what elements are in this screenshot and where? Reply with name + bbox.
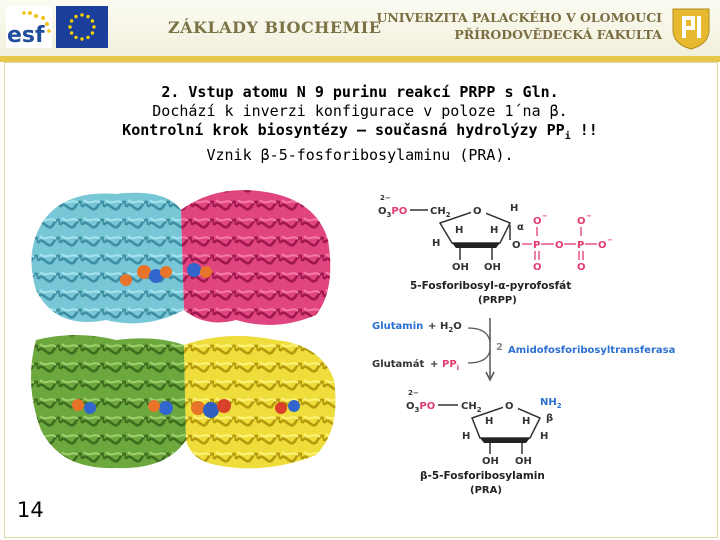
pra-charge: 2− [408,389,419,397]
heading-line-3-tail: !! [570,121,598,139]
university-name: UNIVERZITA PALACKÉHO V OLOMOUCI [376,10,662,25]
heading-line-3-text: Kontrolní krok biosyntézy – současná hydrolýzy PP [122,121,565,139]
enzyme-number: 2 [496,342,503,353]
glutamine-label: Glutamin [372,321,424,332]
prpp-h3: H [432,238,441,249]
pra-h4: H [540,431,549,442]
glutamate-label: Glutamát [372,359,425,370]
prpp-structure [378,194,613,273]
pra-h2: H [522,416,531,427]
pra-abbr: (PRA) [470,485,502,496]
prpp-h-top: H [510,203,519,214]
prpp-o-bridge: O [555,240,564,251]
prpp-o-bot1: O [533,262,542,273]
esf-logo-text: esf [7,23,45,48]
prpp-minus3: − [607,236,613,244]
reaction-scheme [360,190,680,500]
prpp-o-end: O [598,240,607,251]
pra-nh2: $NH_2$ [540,397,562,410]
heading-line-3-sub: i [564,131,571,142]
heading-line-2: Dochází k inverzi konfigurace v poloze 1´na β. [152,102,568,120]
prpp-charge: 2− [380,194,391,202]
pra-beta: β [546,413,554,424]
prpp-oh1: OH [452,262,469,273]
page-number: 14 [17,498,44,522]
plus-1: + [428,321,437,332]
slide-heading [0,83,720,165]
ppi-label: $PP_i$ [442,359,460,372]
prpp-h1: H [455,225,464,236]
prpp-ch2: $CH_2$ [430,206,451,219]
reaction-arrow [468,318,494,380]
pra-ch2: $CH_2$ [461,401,482,414]
prpp-o-top1: O [533,216,542,227]
heading-line-4: Vznik β-5-fosforibosylaminu (PRA). [206,146,514,164]
heading-line-1: 2. Vstup atomu N 9 purinu reakcí PRPP s Gln. [161,83,559,101]
pra-ring-o: O [505,401,514,412]
prpp-p1: P [533,240,541,251]
pra-name: β-5-Fosforibosylamin [420,470,545,482]
upol-crest-icon [670,6,712,50]
water-label: $H_2O$ [440,321,462,334]
prpp-o-bot2: O [577,262,586,273]
prpp-o3po: $O_3PO$ [378,206,408,219]
prpp-o-top2: O [577,216,586,227]
prpp-alpha: α [517,222,524,233]
heading-line-3 [0,121,720,146]
enzyme-name: Amidofosforibosyltransferasa [508,345,676,356]
pra-h3: H [462,431,471,442]
prpp-abbr: (PRPP) [478,295,517,306]
eu-flag-icon [56,6,108,48]
prpp-minus2: − [586,212,592,220]
prpp-o-link: O [512,240,521,251]
pra-oh1: OH [482,456,499,467]
prpp-oh2: OH [484,262,501,273]
prpp-name: 5-Fosforibosyl-α-pyrofosfát [410,280,572,292]
pra-structure [406,389,562,467]
plus-2: + [430,359,439,370]
prpp-p2: P [577,240,585,251]
pra-o3po: $O_3PO$ [406,401,436,414]
prpp-minus1: − [542,212,548,220]
course-title: ZÁKLADY BIOCHEMIE [168,18,382,37]
pra-oh2: OH [515,456,532,467]
slide-header [0,0,720,62]
faculty-name: PŘÍRODOVĚDECKÁ FAKULTA [454,27,662,42]
prpp-ring-o: O [473,206,482,217]
prpp-h2: H [490,225,499,236]
esf-logo-icon [6,6,52,48]
pra-h1: H [485,416,494,427]
protein-structure-image [16,180,346,475]
